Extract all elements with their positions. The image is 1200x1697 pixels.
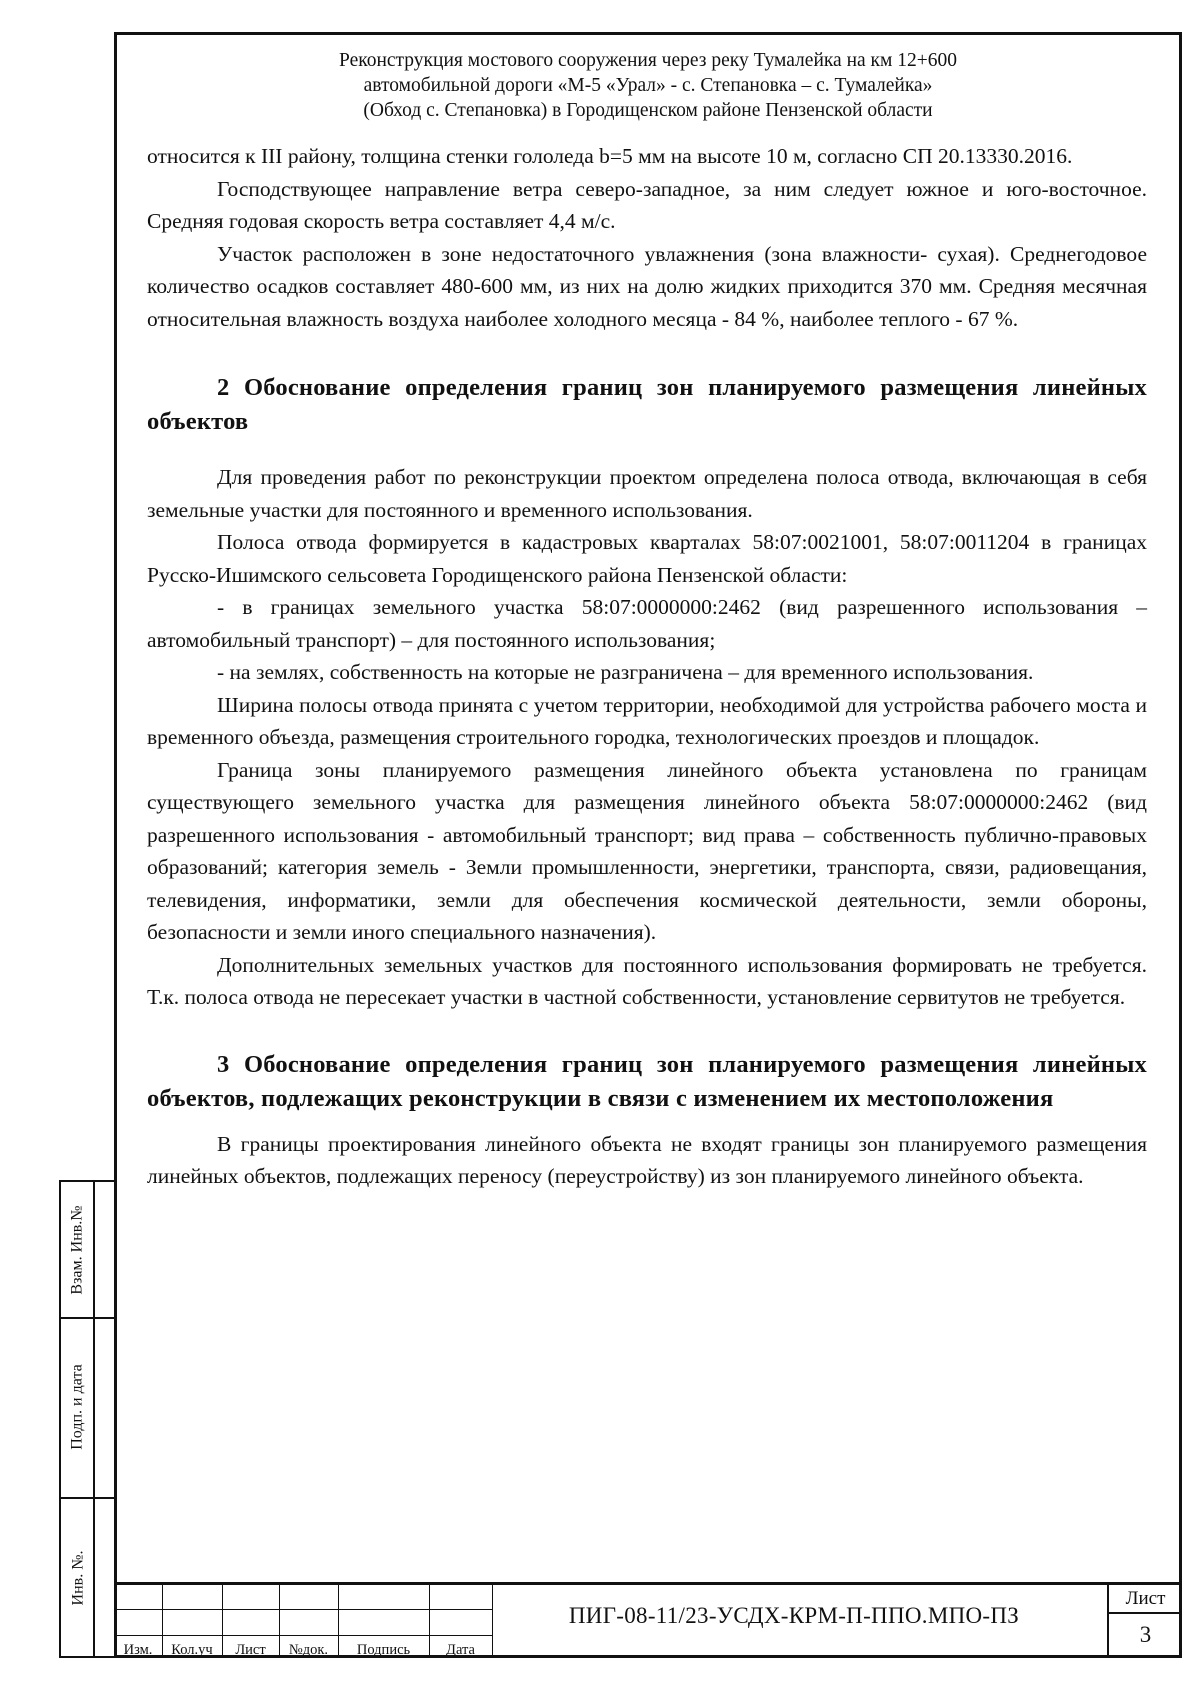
paragraph: Дополнительных земельных участков для постоянного использования формировать не требуется. Т.к. полоса отвода не пересекает участки в частной собственности, установление сервитутов не требуется. xyxy=(147,952,1147,1009)
paragraph: Господствующее направление ветра северо-западное, за ним следует южное и юго-восточное. Средняя годовая скорость ветра составляет 4,4 м/с. xyxy=(147,176,1147,233)
tb-label-list: Лист xyxy=(235,1642,266,1658)
section-heading-3: 3 Обоснование определения границ зон планируемого размещения линейных объектов, подлежащих реконструкции в связи с изменением их местоположения xyxy=(147,1050,1147,1112)
paragraph: Полоса отвода формируется в кадастровых кварталах 58:07:0021001, 58:07:0011204 в границах Русско-Ишимского сельсовета Городищенского района Пензенской области: xyxy=(147,530,1147,587)
paragraph: Для проведения работ по реконструкции проектом определена полоса отвода, включающая в себя земельные участки для постоянного и временного использования. xyxy=(147,465,1147,522)
paragraph: Ширина полосы отвода принята с учетом территории, необходимой для устройства рабочего моста и временного объезда, размещения строительного городка, технологических проездов и площадок. xyxy=(147,692,1147,749)
header-line-3: (Обход с. Степановка) в Городищенском районе Пензенской области xyxy=(363,100,933,121)
sheet-box xyxy=(1107,1585,1184,1658)
header-line-1: Реконструкция мостового сооружения через реку Тумалейка на км 12+600 xyxy=(338,50,957,71)
strip-label-vzam: Взам. Инв.№ xyxy=(69,1204,86,1295)
paragraph: относится к III району, толщина стенки гололеда b=5 мм на высоте 10 м, согласно СП 20.13330.2016. xyxy=(147,144,1073,168)
section-heading-2: 2 Обоснование определения границ зон планируемого размещения линейных объектов xyxy=(147,374,1147,435)
paragraph: Участок расположен в зоне недостаточного увлажнения (зона влажности- сухая). Среднегодовое количество осадков составляет 480-600 мм, из них на долю жидких приходится 370 мм. Средняя месячная относительная влажность воздуха наиболее холодного месяца - 84 %, наиболее теплого - 67 %. xyxy=(147,241,1147,331)
strip-label-inv: Инв. №. xyxy=(69,1550,86,1605)
header-line-2: автомобильной дороги «М-5 «Урал» - с. Степановка – с. Тумалейка» xyxy=(363,75,933,96)
title-block xyxy=(114,1582,1182,1658)
tb-label-ndok: №док. xyxy=(288,1642,329,1658)
paragraph: - на землях, собственность на которые не разграничена – для временного использования. xyxy=(217,660,1034,684)
strip-label-podp: Подп. и дата xyxy=(69,1364,87,1450)
tb-label-izm: Изм. xyxy=(123,1642,153,1658)
sheet-number: 3 xyxy=(1139,1622,1152,1647)
paragraph: Граница зоны планируемого размещения линейного объекта установлена по границам существующего земельного участка для размещения линейного объекта 58:07:0000000:2462 (вид разрешенного использования - автомобильный транспорт; вид права – собственность публично-правовых образований; категория земель - Земли промышленности, энергетики, транспорта, связи, радиовещания, телевидения, информатики, земли для обеспечения космической деятельности, земли обороны, безопасности и земли иного специального назначения). xyxy=(147,757,1147,944)
document-body xyxy=(147,140,1147,1193)
sheet-label: Лист xyxy=(1109,1585,1182,1614)
tb-label-data: Дата xyxy=(446,1642,475,1658)
paragraph: В границы проектирования линейного объекта не входят границы зон планируемого размещения линейных объектов, подлежащих переносу (переустройству) из зон планируемого линейного объекта. xyxy=(147,1131,1147,1188)
document-code: ПИГ-08-11/23-УСДХ-КРМ-П-ППО.МПО-ПЗ xyxy=(568,1603,1020,1628)
document-header xyxy=(114,48,1182,123)
paragraph: - в границах земельного участка 58:07:0000000:2462 (вид разрешенного использования – автомобильный транспорт) – для постоянного использования; xyxy=(147,595,1147,652)
tb-label-podpis: Подпись xyxy=(356,1642,411,1658)
stamp-strip xyxy=(59,1180,117,1658)
tb-label-kolvo: Кол.уч xyxy=(171,1642,213,1658)
